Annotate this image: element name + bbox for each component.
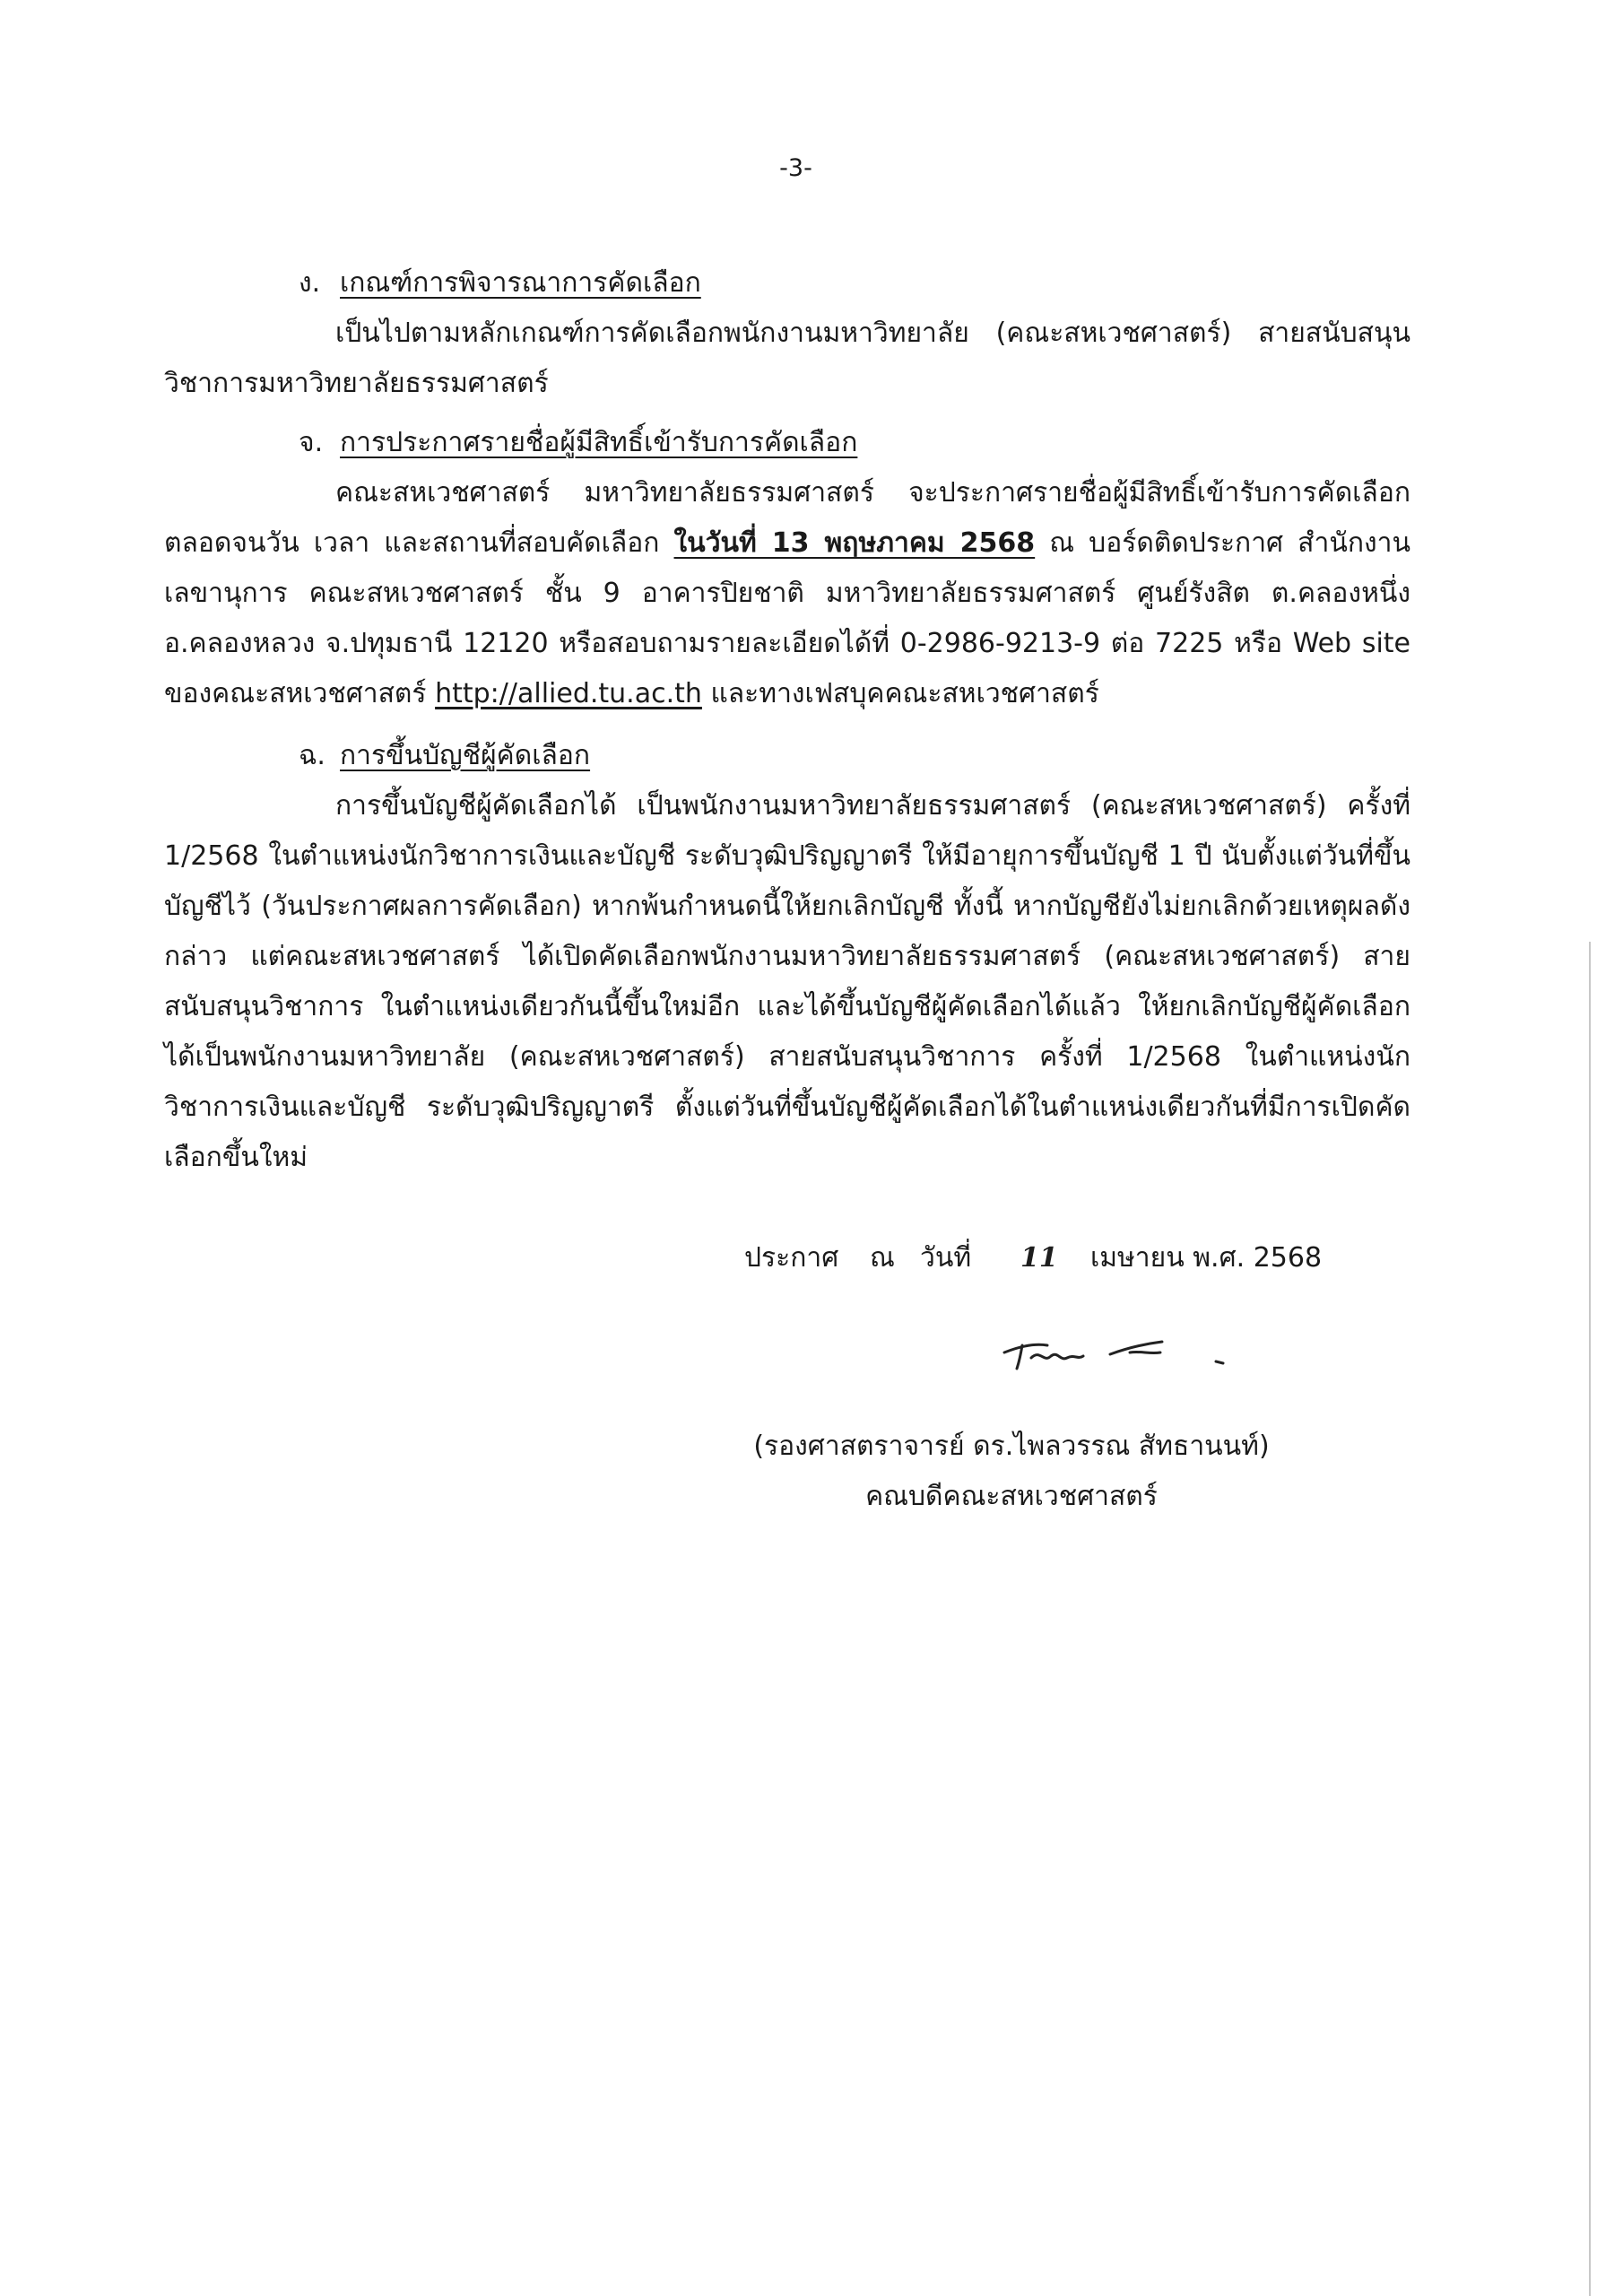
section-title: การขึ้นบัญชีผู้คัดเลือก [340,740,591,771]
section-heading [299,731,1410,781]
section-mark: จ. [299,427,324,458]
body-text: ณ บอร์ดติดประกาศ สำนักงานเลขานุการ คณะสหเวชศาสตร์ ชั้น 9 อาคารปิยชาติ มหาวิทยาลัยธรรมศาสตร์ ศูนย์รังสิต ต.คลองหนึ่ง อ.คลองหลวง จ.ปทุมธานี 12120 หรือสอบถามรายละเอียดได้ที่ 0-2986-9213-9 ต่อ 7225 หรือ Web site ของคณะสหเวชศาสตร์ [164,527,1411,709]
section-selection-criteria [164,258,1410,409]
handwritten-signature [995,1318,1237,1381]
section-candidate-announcement [164,418,1410,719]
section-heading [299,418,1410,468]
section-title: การประกาศรายชื่อผู้มีสิทธิ์เข้ารับการคัดเลือก [340,427,858,458]
signer-name: (รองศาสตราจารย์ ดร.ไพลวรรณ สัทธานนท์) [753,1431,1270,1462]
announcement-date-line [744,1233,1322,1283]
section-mark: ฉ. [299,740,325,771]
website-link[interactable]: http://allied.tu.ac.th [435,678,702,709]
body-text: และทางเฟสบุคคณะสหเวชศาสตร์ [701,678,1099,709]
section-mark: ง. [299,267,321,299]
announce-month-year: เมษายน พ.ศ. 2568 [1090,1242,1323,1274]
announce-word: ประกาศ [744,1242,839,1274]
section-candidate-list [164,731,1410,1183]
body-text: คณะสหเวชศาสตร์ มหาวิทยาลัยธรรมศาสตร์ จะประกาศรายชื่อผู้มีสิทธิ์เข้ารับการคัดเลือก ตลอดจนวัน เวลา และสถานที่สอบคัดเลือก [164,477,1410,559]
announcement-date-emphasis: ในวันที่ 13 พฤษภาคม 2568 [673,527,1036,559]
page-number: -3- [779,154,812,182]
signer-position: คณบดีคณะสหเวชศาสตร์ [865,1481,1158,1512]
section-body: การขึ้นบัญชีผู้คัดเลือกได้ เป็นพนักงานมหาวิทยาลัยธรรมศาสตร์ (คณะสหเวชศาสตร์) ครั้งที่ 1/2568 ในตำแหน่งนักวิชาการเงินและบัญชี ระดับวุฒิปริญญาตรี ให้มีอายุการขึ้นบัญชี 1 ปี นับตั้งแต่วันที่ขึ้นบัญชีไว้ (วันประกาศผลการคัดเลือก) หากพ้นกำหนดนี้ให้ยกเลิกบัญชี ทั้งนี้ หากบัญชียังไม่ยกเลิกด้วยเหตุผลดังกล่าว แต่คณะสหเวชศาสตร์ ได้เปิดคัดเลือกพนักงานมหาวิทยาลัยธรรมศาสตร์ (คณะสหเวชศาสตร์) สายสนับสนุนวิชาการ ในตำแหน่งเดียวกันนี้ขึ้นใหม่อีก และได้ขึ้นบัญชีผู้คัดเลือกได้แล้ว ให้ยกเลิกบัญชีผู้คัดเลือกได้เป็นพนักงานมหาวิทยาลัย (คณะสหเวชศาสตร์) สายสนับสนุนวิชาการ ครั้งที่ 1/2568 ในตำแหน่งนักวิชาการเงินและบัญชี ระดับวุฒิปริญญาตรี ตั้งแต่วันที่ขึ้นบัญชีผู้คัดเลือกได้ในตำแหน่งเดียวกันที่มีการเปิดคัดเลือกขึ้นใหม่ [164,790,1410,1173]
section-heading [299,258,1410,309]
section-body: เป็นไปตามหลักเกณฑ์การคัดเลือกพนักงานมหาวิทยาลัย (คณะสหเวชศาสตร์) สายสนับสนุนวิชาการมหาวิทยาลัยธรรมศาสตร์ [164,317,1410,399]
handwritten-day: 11 [1020,1242,1058,1274]
section-title: เกณฑ์การพิจารณาการคัดเลือก [340,267,701,299]
announce-at: ณ [870,1242,895,1274]
announce-day-label: วันที่ [920,1242,972,1274]
section-body [164,468,1410,719]
scan-edge-line [1589,942,1591,2296]
